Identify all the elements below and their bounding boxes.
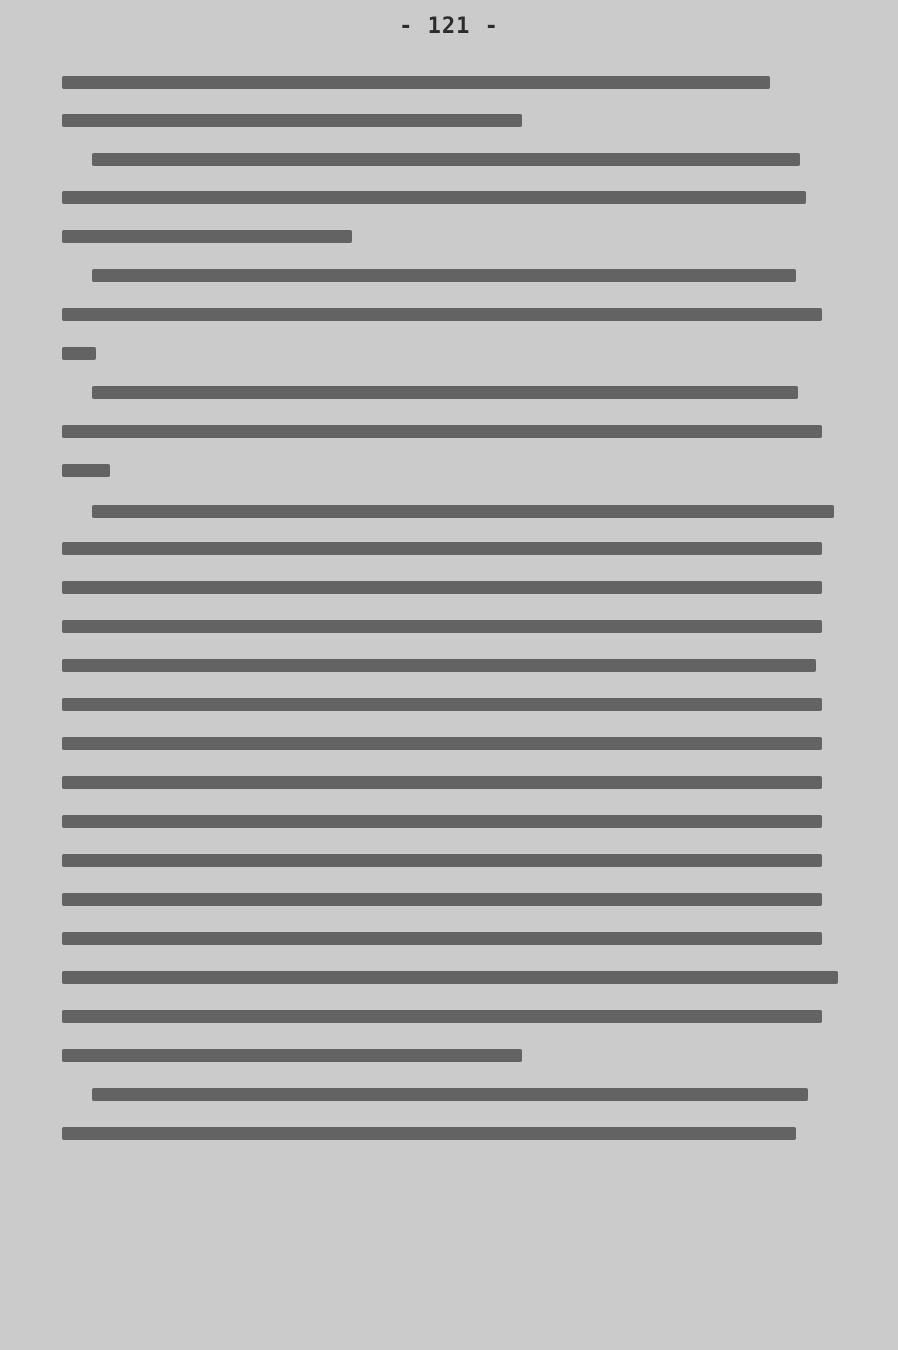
text-line — [62, 620, 822, 633]
text-line — [62, 854, 822, 867]
text-line — [62, 542, 822, 555]
text-line — [62, 230, 352, 243]
text-line — [62, 776, 822, 789]
page-number: - 121 - — [399, 14, 499, 39]
text-line — [62, 464, 110, 477]
text-line — [62, 308, 822, 321]
text-line — [92, 269, 796, 282]
text-line — [62, 893, 822, 906]
text-line — [62, 347, 96, 360]
text-line — [92, 153, 800, 166]
text-line — [62, 659, 816, 672]
text-line — [62, 971, 838, 984]
text-line — [62, 1049, 522, 1062]
text-line — [62, 737, 822, 750]
text-line — [62, 1127, 796, 1140]
text-line — [62, 581, 822, 594]
text-line — [92, 1088, 808, 1101]
text-line — [92, 386, 798, 399]
text-line — [92, 505, 834, 518]
text-line — [62, 932, 822, 945]
text-line — [62, 698, 822, 711]
text-line — [62, 815, 822, 828]
text-line — [62, 76, 770, 89]
text-line — [62, 191, 806, 204]
text-line — [62, 1010, 822, 1023]
text-line — [62, 114, 522, 127]
text-line — [62, 425, 822, 438]
